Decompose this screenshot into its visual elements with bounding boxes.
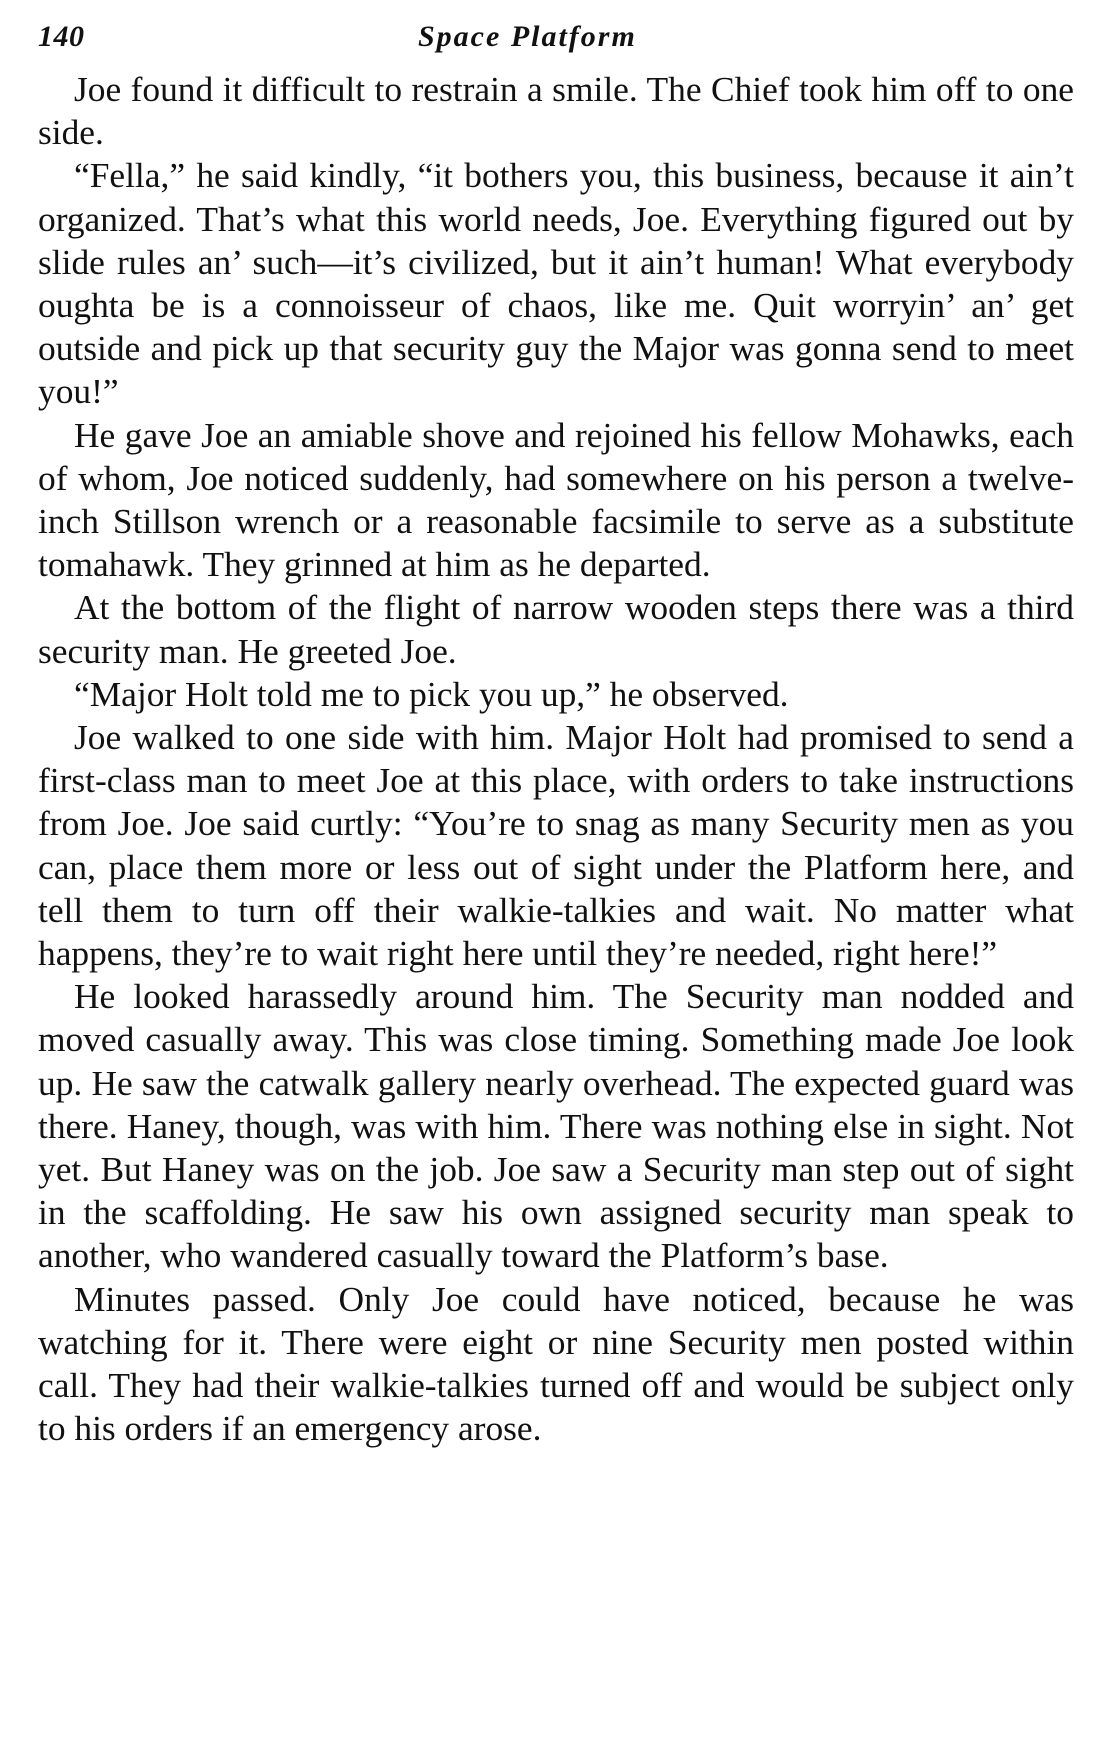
running-head (38, 20, 1074, 68)
running-title: Space Platform (418, 20, 637, 53)
body-text (38, 68, 1074, 1451)
paragraph: He gave Joe an amiable shove and rejoined his fellow Mohawks, each of whom, Joe noticed suddenly, had somewhere on his person a twelve-inch Stillson wrench or a reasonable facsimile to serve as a substitute tomahawk. They grinned at him as he departed. (38, 414, 1074, 585)
paragraph: Joe walked to one side with him. Major Holt had promised to send a first-class man to meet Joe at this place, with orders to take instructions from Joe. Joe said curtly: “You’re to snag as many Security men as you can, place them more or less out of sight under the Platform here, and tell them to turn off their walkie-talkies and wait. No matter what happens, they’re to wait right here until they’re needed, right here!” (38, 717, 1074, 974)
paragraph: “Fella,” he said kindly, “it bothers you, this business, because it ain’t organized. That’s what this world needs, Joe. Everything figured out by slide rules an’ such—it’s civilized, but it ain’t human! What everybody oughta be is a connoisseur of chaos, like me. Quit worryin’ an’ get outside and pick up that security guy the Major was gonna send to meet you!” (38, 155, 1074, 412)
paragraph: Joe found it difficult to restrain a smile. The Chief took him off to one side. (38, 69, 1074, 153)
paragraph: Minutes passed. Only Joe could have noticed, because he was watching for it. There were eight or nine Security men posted within call. They had their walkie-talkies turned off and would be subject only to his orders if an emergency arose. (38, 1278, 1074, 1449)
book-page (38, 20, 1074, 1451)
paragraph: “Major Holt told me to pick you up,” he observed. (74, 673, 789, 714)
paragraph: He looked harassedly around him. The Security man nodded and moved casually away. This was close timing. Something made Joe look up. He saw the catwalk gallery nearly overhead. The expected guard was there. Haney, though, was with him. There was nothing else in sight. Not yet. But Haney was on the job. Joe saw a Security man step out of sight in the scaffolding. He saw his own assigned security man speak to another, who wandered casually toward the Platform’s base. (38, 976, 1074, 1276)
page-number: 140 (38, 20, 85, 53)
paragraph: At the bottom of the flight of narrow wooden steps there was a third security man. He greeted Joe. (38, 587, 1074, 671)
